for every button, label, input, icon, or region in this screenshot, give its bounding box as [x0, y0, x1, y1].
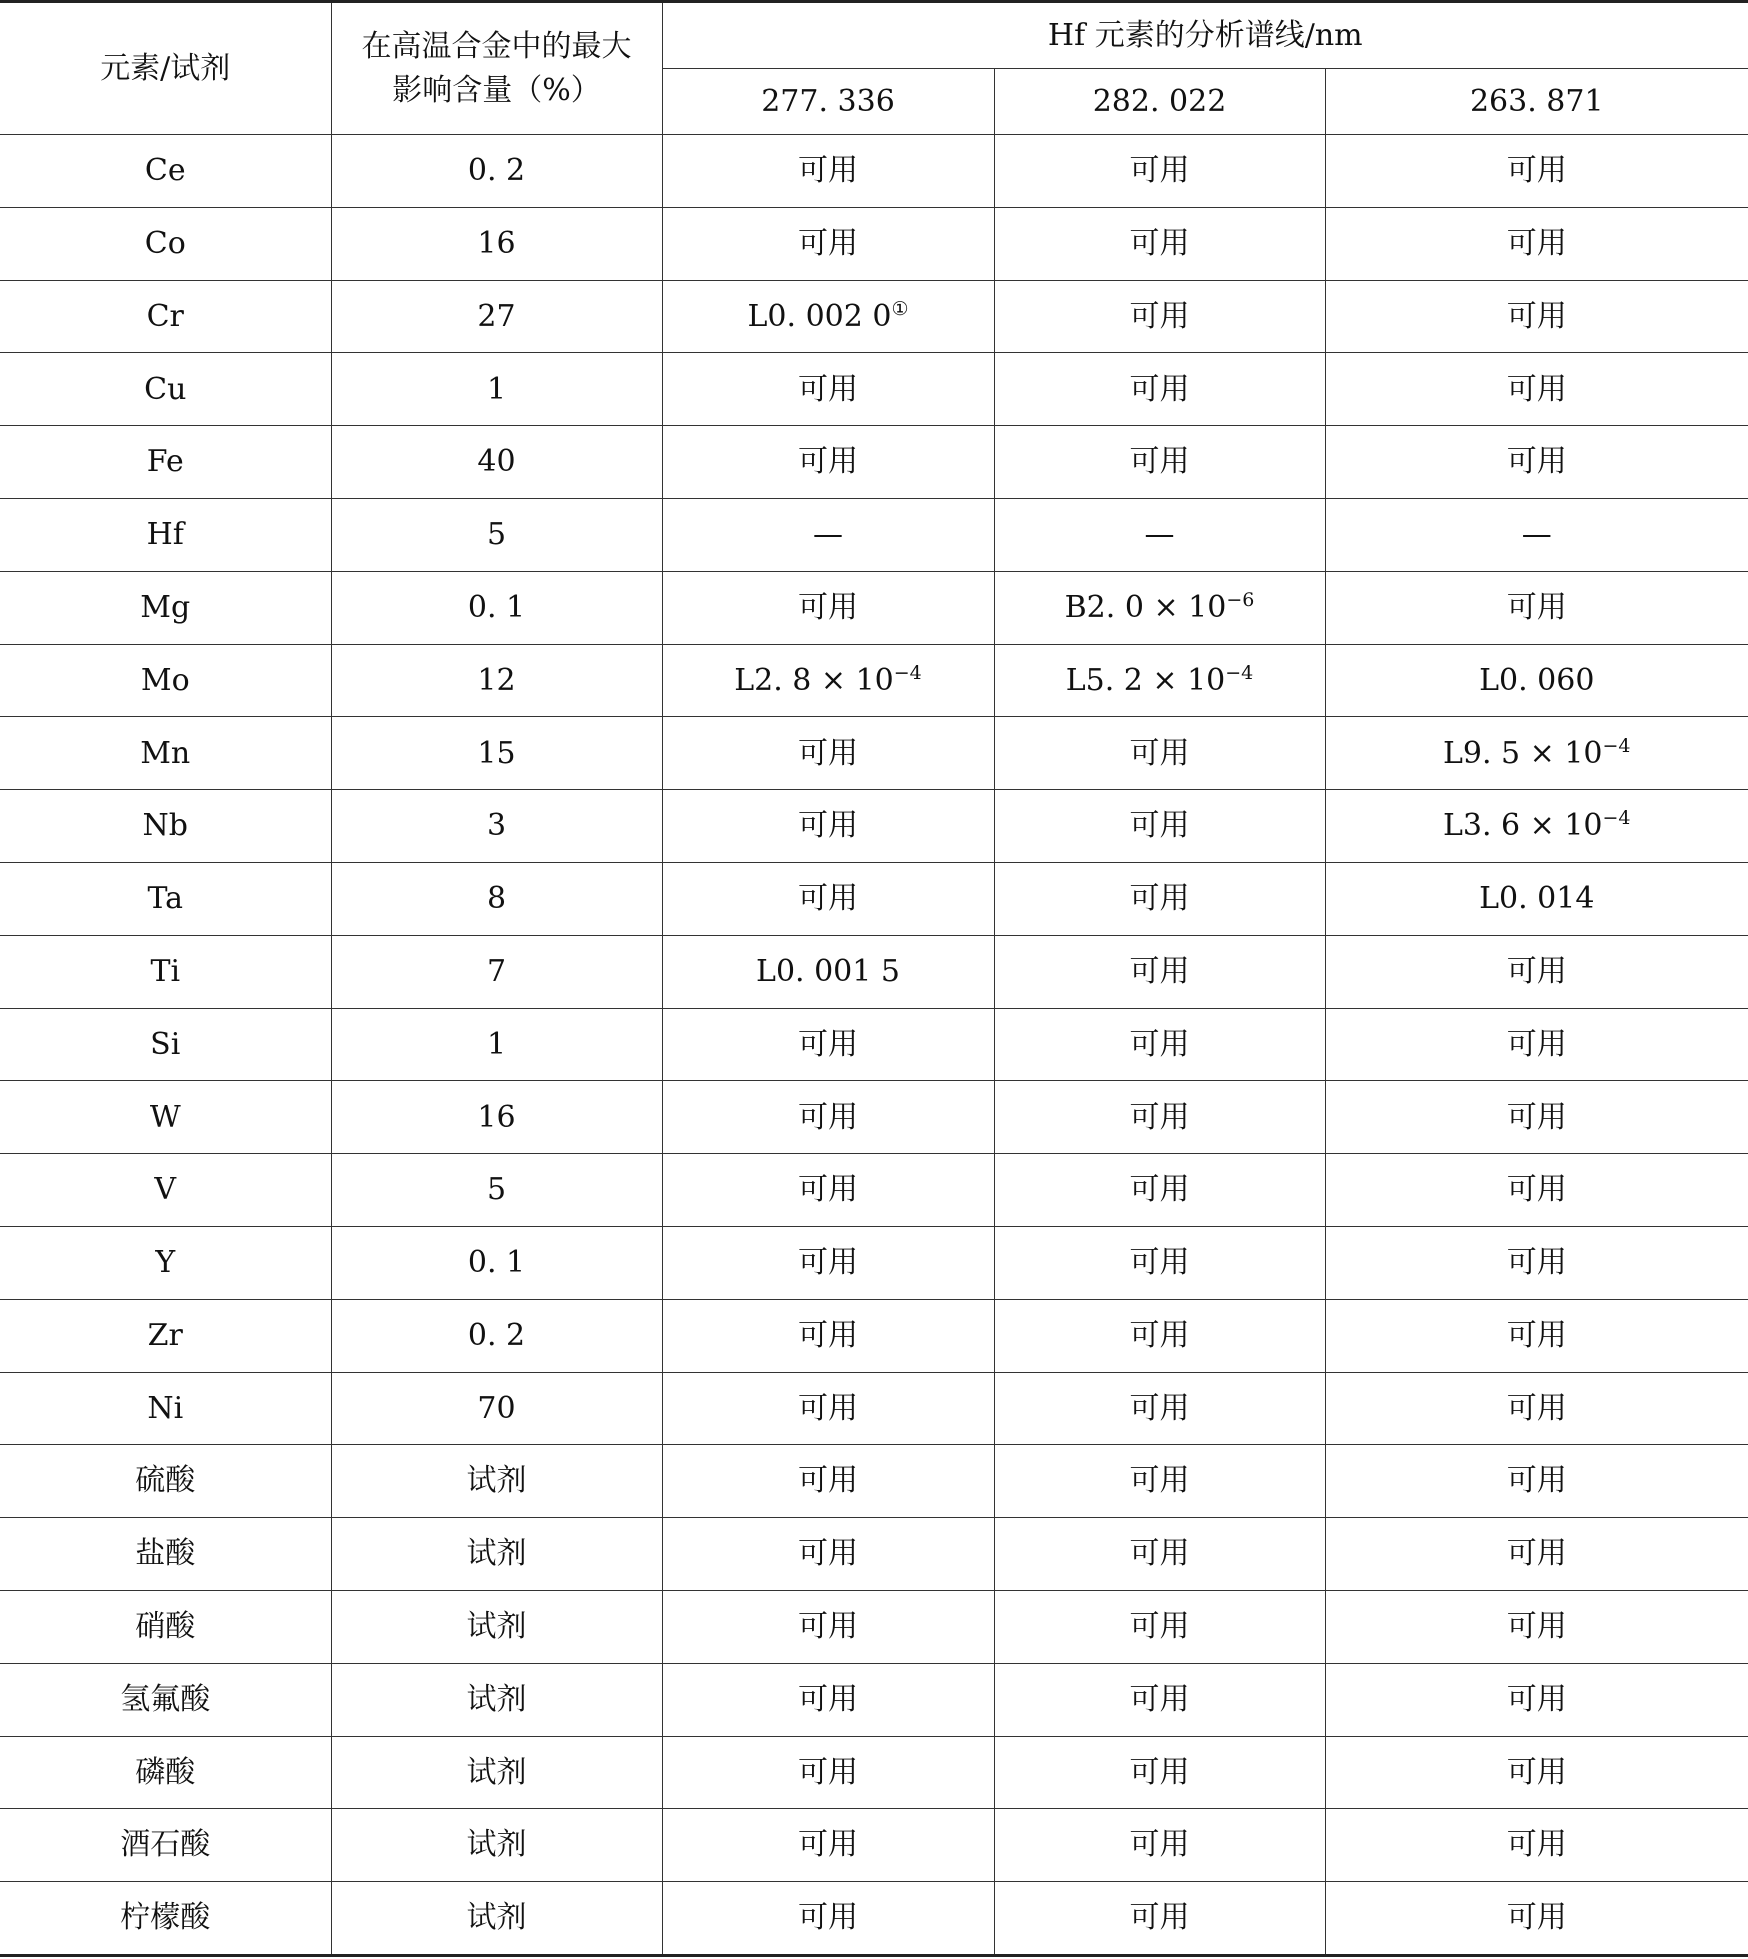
cell-line-3 [1325, 935, 1748, 1008]
cell-line-2-text: — [1144, 517, 1175, 553]
cell-line-3 [1325, 1008, 1748, 1081]
cell-element [0, 1663, 331, 1736]
cell-max-content-text: 1 [486, 371, 507, 407]
cell-max-content-text: 3 [486, 808, 507, 844]
cell-element-text: 酒石酸 [120, 1827, 211, 1863]
cell-element-text: Si [150, 1026, 181, 1062]
cell-line-2-text: 可用 [1129, 1099, 1190, 1135]
cell-max-content [331, 1518, 662, 1591]
table-row [0, 571, 1748, 644]
cell-element [0, 1518, 331, 1591]
cell-line-2 [994, 1154, 1325, 1227]
cell-max-content-text: 0. 1 [467, 589, 526, 625]
cell-max-content-text: 试剂 [466, 1827, 527, 1863]
cell-line-3-text: 可用 [1506, 589, 1567, 625]
cell-max-content [331, 1081, 662, 1154]
cell-element [0, 1154, 331, 1227]
cell-max-content [331, 571, 662, 644]
cell-line-1 [662, 426, 994, 499]
cell-line-1 [662, 1299, 994, 1372]
cell-line-1-text: 可用 [798, 1245, 858, 1281]
cell-element [0, 1882, 331, 1956]
cell-line-2-text: 可用 [1129, 881, 1190, 917]
header-analysis-lines: Hf 元素的分析谱线/nm [662, 2, 1748, 69]
cell-element [0, 1809, 331, 1882]
cell-line-1 [662, 1081, 994, 1154]
cell-line-1-text: 可用 [798, 1026, 858, 1062]
cell-line-1-text: — [813, 517, 843, 553]
cell-element [0, 1445, 331, 1518]
cell-line-3-text: 可用 [1506, 1099, 1567, 1135]
cell-element-text: Mn [140, 735, 191, 771]
cell-line-3 [1325, 644, 1748, 717]
cell-line-3-text: — [1521, 517, 1552, 553]
cell-line-2 [994, 862, 1325, 935]
cell-element-text: Zr [147, 1317, 183, 1353]
table-row [0, 280, 1748, 353]
table-row [0, 1663, 1748, 1736]
cell-line-1 [662, 353, 994, 426]
header-element-reagent: 元素/试剂 [0, 2, 331, 135]
cell-line-2-text: 可用 [1129, 1317, 1190, 1353]
cell-line-2 [994, 280, 1325, 353]
cell-element-text: Mo [140, 662, 190, 698]
cell-line-1-text: 可用 [798, 1536, 858, 1572]
cell-element-text: Hf [146, 517, 184, 553]
cell-line-1 [662, 1882, 994, 1956]
cell-line-2-text: 可用 [1129, 953, 1190, 989]
cell-line-1-text: 可用 [798, 1463, 858, 1499]
cell-line-2 [994, 498, 1325, 571]
cell-max-content-text: 试剂 [466, 1609, 527, 1645]
cell-line-1-superscript: −4 [893, 661, 922, 684]
cell-line-1 [662, 1590, 994, 1663]
cell-line-3-text: 可用 [1506, 1900, 1567, 1936]
cell-line-3 [1325, 571, 1748, 644]
table-row [0, 1736, 1748, 1809]
cell-element-text: W [149, 1099, 181, 1135]
cell-line-3-text: 可用 [1506, 953, 1567, 989]
cell-max-content-text: 16 [477, 1099, 516, 1135]
cell-element-text: Nb [142, 808, 188, 844]
cell-element-text: V [154, 1172, 177, 1208]
cell-max-content-text: 0. 2 [467, 153, 526, 189]
cell-max-content [331, 1154, 662, 1227]
table-body [0, 135, 1748, 1956]
cell-line-3-text: 可用 [1506, 371, 1567, 407]
cell-line-3-text: 可用 [1506, 1245, 1567, 1281]
cell-line-2-text: 可用 [1129, 1609, 1190, 1645]
cell-max-content-text: 8 [486, 881, 507, 917]
cell-line-3 [1325, 1663, 1748, 1736]
table-row [0, 135, 1748, 208]
header-wavelength-2: 282. 022 [994, 69, 1325, 135]
cell-line-1-text: 可用 [798, 1172, 858, 1208]
cell-max-content-text: 0. 2 [467, 1317, 526, 1353]
cell-line-1-text: 可用 [798, 444, 858, 480]
cell-line-3 [1325, 135, 1748, 208]
cell-line-3 [1325, 498, 1748, 571]
cell-max-content-text: 试剂 [466, 1536, 527, 1572]
cell-max-content [331, 498, 662, 571]
cell-max-content-text: 27 [477, 298, 516, 334]
cell-max-content [331, 426, 662, 499]
cell-max-content [331, 353, 662, 426]
cell-line-1-text: 可用 [798, 225, 858, 261]
cell-line-2 [994, 207, 1325, 280]
cell-line-2 [994, 1590, 1325, 1663]
table-row [0, 1372, 1748, 1445]
cell-element-text: Ce [144, 153, 186, 189]
cell-line-1-text: 可用 [798, 1609, 858, 1645]
cell-line-2-text: B2. 0 × 10 [1064, 589, 1227, 625]
cell-element-text: Fe [146, 444, 184, 480]
cell-element-text: Ti [150, 953, 181, 989]
cell-line-1-text: L2. 8 × 10 [734, 662, 894, 698]
cell-line-2 [994, 1372, 1325, 1445]
cell-element [0, 1372, 331, 1445]
cell-element [0, 1736, 331, 1809]
cell-line-3 [1325, 1518, 1748, 1591]
cell-line-1-text: 可用 [798, 1754, 858, 1790]
cell-line-3-text: 可用 [1506, 1463, 1567, 1499]
table-row [0, 1590, 1748, 1663]
cell-line-1 [662, 280, 994, 353]
cell-line-3 [1325, 1882, 1748, 1956]
cell-max-content [331, 1736, 662, 1809]
cell-element-text: 柠檬酸 [120, 1900, 211, 1936]
cell-line-3-text: L9. 5 × 10 [1442, 735, 1603, 771]
table-row [0, 717, 1748, 790]
cell-line-2 [994, 1081, 1325, 1154]
cell-line-3-text: 可用 [1506, 1026, 1567, 1062]
cell-line-3 [1325, 1590, 1748, 1663]
cell-max-content [331, 207, 662, 280]
cell-element-text: Mg [140, 589, 191, 625]
cell-element [0, 935, 331, 1008]
cell-line-2-text: 可用 [1129, 1245, 1190, 1281]
cell-line-2-text: 可用 [1129, 735, 1190, 771]
cell-line-3-text: L0. 014 [1479, 881, 1595, 917]
cell-max-content-text: 试剂 [466, 1681, 527, 1717]
cell-element-text: Y [155, 1245, 176, 1281]
cell-line-1-text: 可用 [798, 1827, 858, 1863]
cell-line-2 [994, 1445, 1325, 1518]
cell-line-1 [662, 790, 994, 863]
cell-element [0, 1226, 331, 1299]
table-row [0, 862, 1748, 935]
table-row [0, 353, 1748, 426]
cell-line-2-text: 可用 [1129, 444, 1190, 480]
cell-line-2-text: 可用 [1129, 371, 1190, 407]
cell-element [0, 1008, 331, 1081]
cell-line-1-text: 可用 [798, 808, 858, 844]
cell-line-3 [1325, 1226, 1748, 1299]
cell-line-2-text: 可用 [1129, 1026, 1190, 1062]
cell-element-text: Ni [147, 1390, 184, 1426]
cell-line-1 [662, 571, 994, 644]
header-max-content-line2: 影响含量（%） [392, 72, 601, 108]
cell-line-1-text: 可用 [798, 153, 858, 189]
cell-line-2 [994, 1663, 1325, 1736]
cell-line-1 [662, 1809, 994, 1882]
cell-line-3-text: L3. 6 × 10 [1442, 808, 1603, 844]
header-wavelength-1: 277. 336 [662, 69, 994, 135]
cell-line-2-text: 可用 [1129, 298, 1190, 334]
cell-line-3 [1325, 1154, 1748, 1227]
cell-max-content [331, 1372, 662, 1445]
cell-element [0, 1590, 331, 1663]
cell-line-3-text: 可用 [1506, 1754, 1567, 1790]
header-max-content [331, 2, 662, 135]
cell-line-2 [994, 426, 1325, 499]
cell-max-content-text: 7 [486, 953, 507, 989]
table-row [0, 644, 1748, 717]
cell-element [0, 790, 331, 863]
cell-element-text: 硝酸 [135, 1609, 196, 1645]
cell-line-2 [994, 571, 1325, 644]
cell-line-3 [1325, 207, 1748, 280]
cell-line-1-text: 可用 [798, 735, 858, 771]
cell-line-1-text: 可用 [798, 1681, 858, 1717]
cell-line-2-text: 可用 [1129, 1463, 1190, 1499]
table-row [0, 207, 1748, 280]
cell-element-text: 盐酸 [135, 1536, 196, 1572]
cell-line-2 [994, 935, 1325, 1008]
cell-line-2-text: 可用 [1129, 153, 1190, 189]
cell-max-content-text: 15 [477, 735, 516, 771]
cell-element-text: Co [144, 225, 186, 261]
cell-max-content-text: 试剂 [466, 1900, 527, 1936]
cell-line-1 [662, 1663, 994, 1736]
cell-max-content-text: 70 [477, 1390, 516, 1426]
cell-line-1-text: L0. 001 5 [756, 953, 900, 989]
cell-element [0, 135, 331, 208]
cell-line-3 [1325, 280, 1748, 353]
cell-line-1 [662, 1736, 994, 1809]
cell-max-content-text: 试剂 [466, 1754, 527, 1790]
table-row [0, 1008, 1748, 1081]
cell-line-1-text: 可用 [798, 589, 858, 625]
cell-line-2-text: 可用 [1129, 225, 1190, 261]
cell-line-3-text: 可用 [1506, 444, 1567, 480]
header-wavelength-3: 263. 871 [1325, 69, 1748, 135]
cell-max-content [331, 1809, 662, 1882]
table-row [0, 790, 1748, 863]
cell-line-2 [994, 1226, 1325, 1299]
header-row-1 [0, 2, 1748, 69]
table-row [0, 935, 1748, 1008]
table-row [0, 1518, 1748, 1591]
cell-max-content [331, 1008, 662, 1081]
cell-max-content-text: 12 [477, 662, 516, 698]
cell-max-content [331, 1445, 662, 1518]
cell-line-3-text: 可用 [1506, 1172, 1567, 1208]
cell-line-1 [662, 1518, 994, 1591]
cell-line-3-text: 可用 [1506, 1317, 1567, 1353]
cell-line-3-text: 可用 [1506, 1681, 1567, 1717]
cell-line-1-text: 可用 [798, 1900, 858, 1936]
cell-line-1-text: 可用 [798, 1317, 858, 1353]
cell-line-3 [1325, 1081, 1748, 1154]
header-max-content-line1: 在高温合金中的最大 [361, 29, 632, 64]
cell-line-2-text: L5. 2 × 10 [1065, 662, 1226, 698]
cell-max-content [331, 280, 662, 353]
cell-line-2-text: 可用 [1129, 808, 1190, 844]
cell-line-2 [994, 135, 1325, 208]
cell-line-3 [1325, 1809, 1748, 1882]
cell-max-content-text: 16 [477, 225, 516, 261]
cell-line-3 [1325, 1299, 1748, 1372]
cell-line-2-text: 可用 [1129, 1172, 1190, 1208]
cell-line-3-text: 可用 [1506, 1390, 1567, 1426]
cell-line-1 [662, 717, 994, 790]
cell-line-3-text: 可用 [1506, 298, 1567, 334]
cell-element [0, 1081, 331, 1154]
cell-max-content [331, 1226, 662, 1299]
cell-element [0, 498, 331, 571]
cell-element [0, 862, 331, 935]
cell-line-3-text: L0. 060 [1479, 662, 1595, 698]
cell-line-1 [662, 135, 994, 208]
cell-element-text: 硫酸 [135, 1463, 196, 1499]
cell-line-3 [1325, 790, 1748, 863]
cell-line-1-text: 可用 [798, 1099, 858, 1135]
cell-max-content [331, 717, 662, 790]
table-row [0, 1081, 1748, 1154]
cell-line-1-text: 可用 [798, 881, 858, 917]
table-row [0, 1445, 1748, 1518]
cell-max-content-text: 5 [486, 1172, 507, 1208]
cell-max-content [331, 862, 662, 935]
cell-max-content [331, 1882, 662, 1956]
cell-line-3 [1325, 1445, 1748, 1518]
cell-max-content-text: 5 [486, 517, 507, 553]
cell-line-2 [994, 790, 1325, 863]
cell-line-3 [1325, 1372, 1748, 1445]
table-row [0, 426, 1748, 499]
cell-element-text: 氢氟酸 [120, 1681, 211, 1717]
cell-max-content [331, 790, 662, 863]
cell-line-2-text: 可用 [1129, 1754, 1190, 1790]
cell-line-2-superscript: −6 [1226, 588, 1255, 611]
cell-line-3 [1325, 426, 1748, 499]
cell-line-1-superscript: ① [891, 297, 909, 320]
cell-line-1 [662, 1008, 994, 1081]
cell-line-3 [1325, 353, 1748, 426]
cell-max-content [331, 935, 662, 1008]
cell-line-1 [662, 1154, 994, 1227]
cell-line-3-superscript: −4 [1602, 807, 1631, 830]
cell-line-1 [662, 1445, 994, 1518]
table-row [0, 1809, 1748, 1882]
cell-line-2 [994, 1882, 1325, 1956]
cell-line-2 [994, 644, 1325, 717]
table-row [0, 1882, 1748, 1956]
cell-line-2 [994, 1299, 1325, 1372]
cell-line-1 [662, 862, 994, 935]
cell-line-2 [994, 717, 1325, 790]
cell-element [0, 717, 331, 790]
cell-max-content [331, 1590, 662, 1663]
cell-line-1 [662, 498, 994, 571]
cell-element [0, 280, 331, 353]
cell-element-text: Cr [146, 298, 184, 334]
cell-line-3-text: 可用 [1506, 153, 1567, 189]
cell-line-3-superscript: −4 [1602, 734, 1631, 757]
cell-element [0, 207, 331, 280]
cell-line-1 [662, 207, 994, 280]
cell-line-3 [1325, 862, 1748, 935]
cell-line-1 [662, 644, 994, 717]
cell-line-3-text: 可用 [1506, 1609, 1567, 1645]
cell-element [0, 571, 331, 644]
cell-max-content-text: 1 [486, 1026, 507, 1062]
cell-line-2 [994, 353, 1325, 426]
cell-line-1 [662, 1372, 994, 1445]
cell-element [0, 1299, 331, 1372]
cell-line-1-text: 可用 [798, 371, 858, 407]
cell-element [0, 353, 331, 426]
cell-line-2-superscript: −4 [1225, 661, 1254, 684]
cell-max-content-text: 0. 1 [467, 1245, 526, 1281]
table-row [0, 498, 1748, 571]
cell-line-2-text: 可用 [1129, 1900, 1190, 1936]
cell-line-2-text: 可用 [1129, 1827, 1190, 1863]
cell-line-2-text: 可用 [1129, 1681, 1190, 1717]
cell-max-content-text: 40 [477, 444, 516, 480]
cell-line-2 [994, 1736, 1325, 1809]
cell-max-content [331, 1663, 662, 1736]
cell-max-content [331, 644, 662, 717]
cell-line-2 [994, 1008, 1325, 1081]
cell-line-1-text: 可用 [798, 1390, 858, 1426]
cell-line-1-text: L0. 002 0 [747, 298, 892, 334]
cell-line-2-text: 可用 [1129, 1390, 1190, 1426]
cell-line-3 [1325, 717, 1748, 790]
table-row [0, 1299, 1748, 1372]
cell-line-2 [994, 1809, 1325, 1882]
cell-line-3-text: 可用 [1506, 1827, 1567, 1863]
cell-line-3 [1325, 1736, 1748, 1809]
cell-element-text: Ta [147, 881, 184, 917]
cell-element [0, 426, 331, 499]
cell-element-text: Cu [144, 371, 187, 407]
cell-max-content-text: 试剂 [466, 1463, 527, 1499]
cell-line-2-text: 可用 [1129, 1536, 1190, 1572]
table-row [0, 1154, 1748, 1227]
cell-max-content [331, 135, 662, 208]
cell-line-2 [994, 1518, 1325, 1591]
table-row [0, 1226, 1748, 1299]
cell-element [0, 644, 331, 717]
cell-line-1 [662, 1226, 994, 1299]
cell-line-3-text: 可用 [1506, 1536, 1567, 1572]
cell-element-text: 磷酸 [135, 1754, 196, 1790]
cell-max-content [331, 1299, 662, 1372]
cell-line-3-text: 可用 [1506, 225, 1567, 261]
cell-line-1 [662, 935, 994, 1008]
